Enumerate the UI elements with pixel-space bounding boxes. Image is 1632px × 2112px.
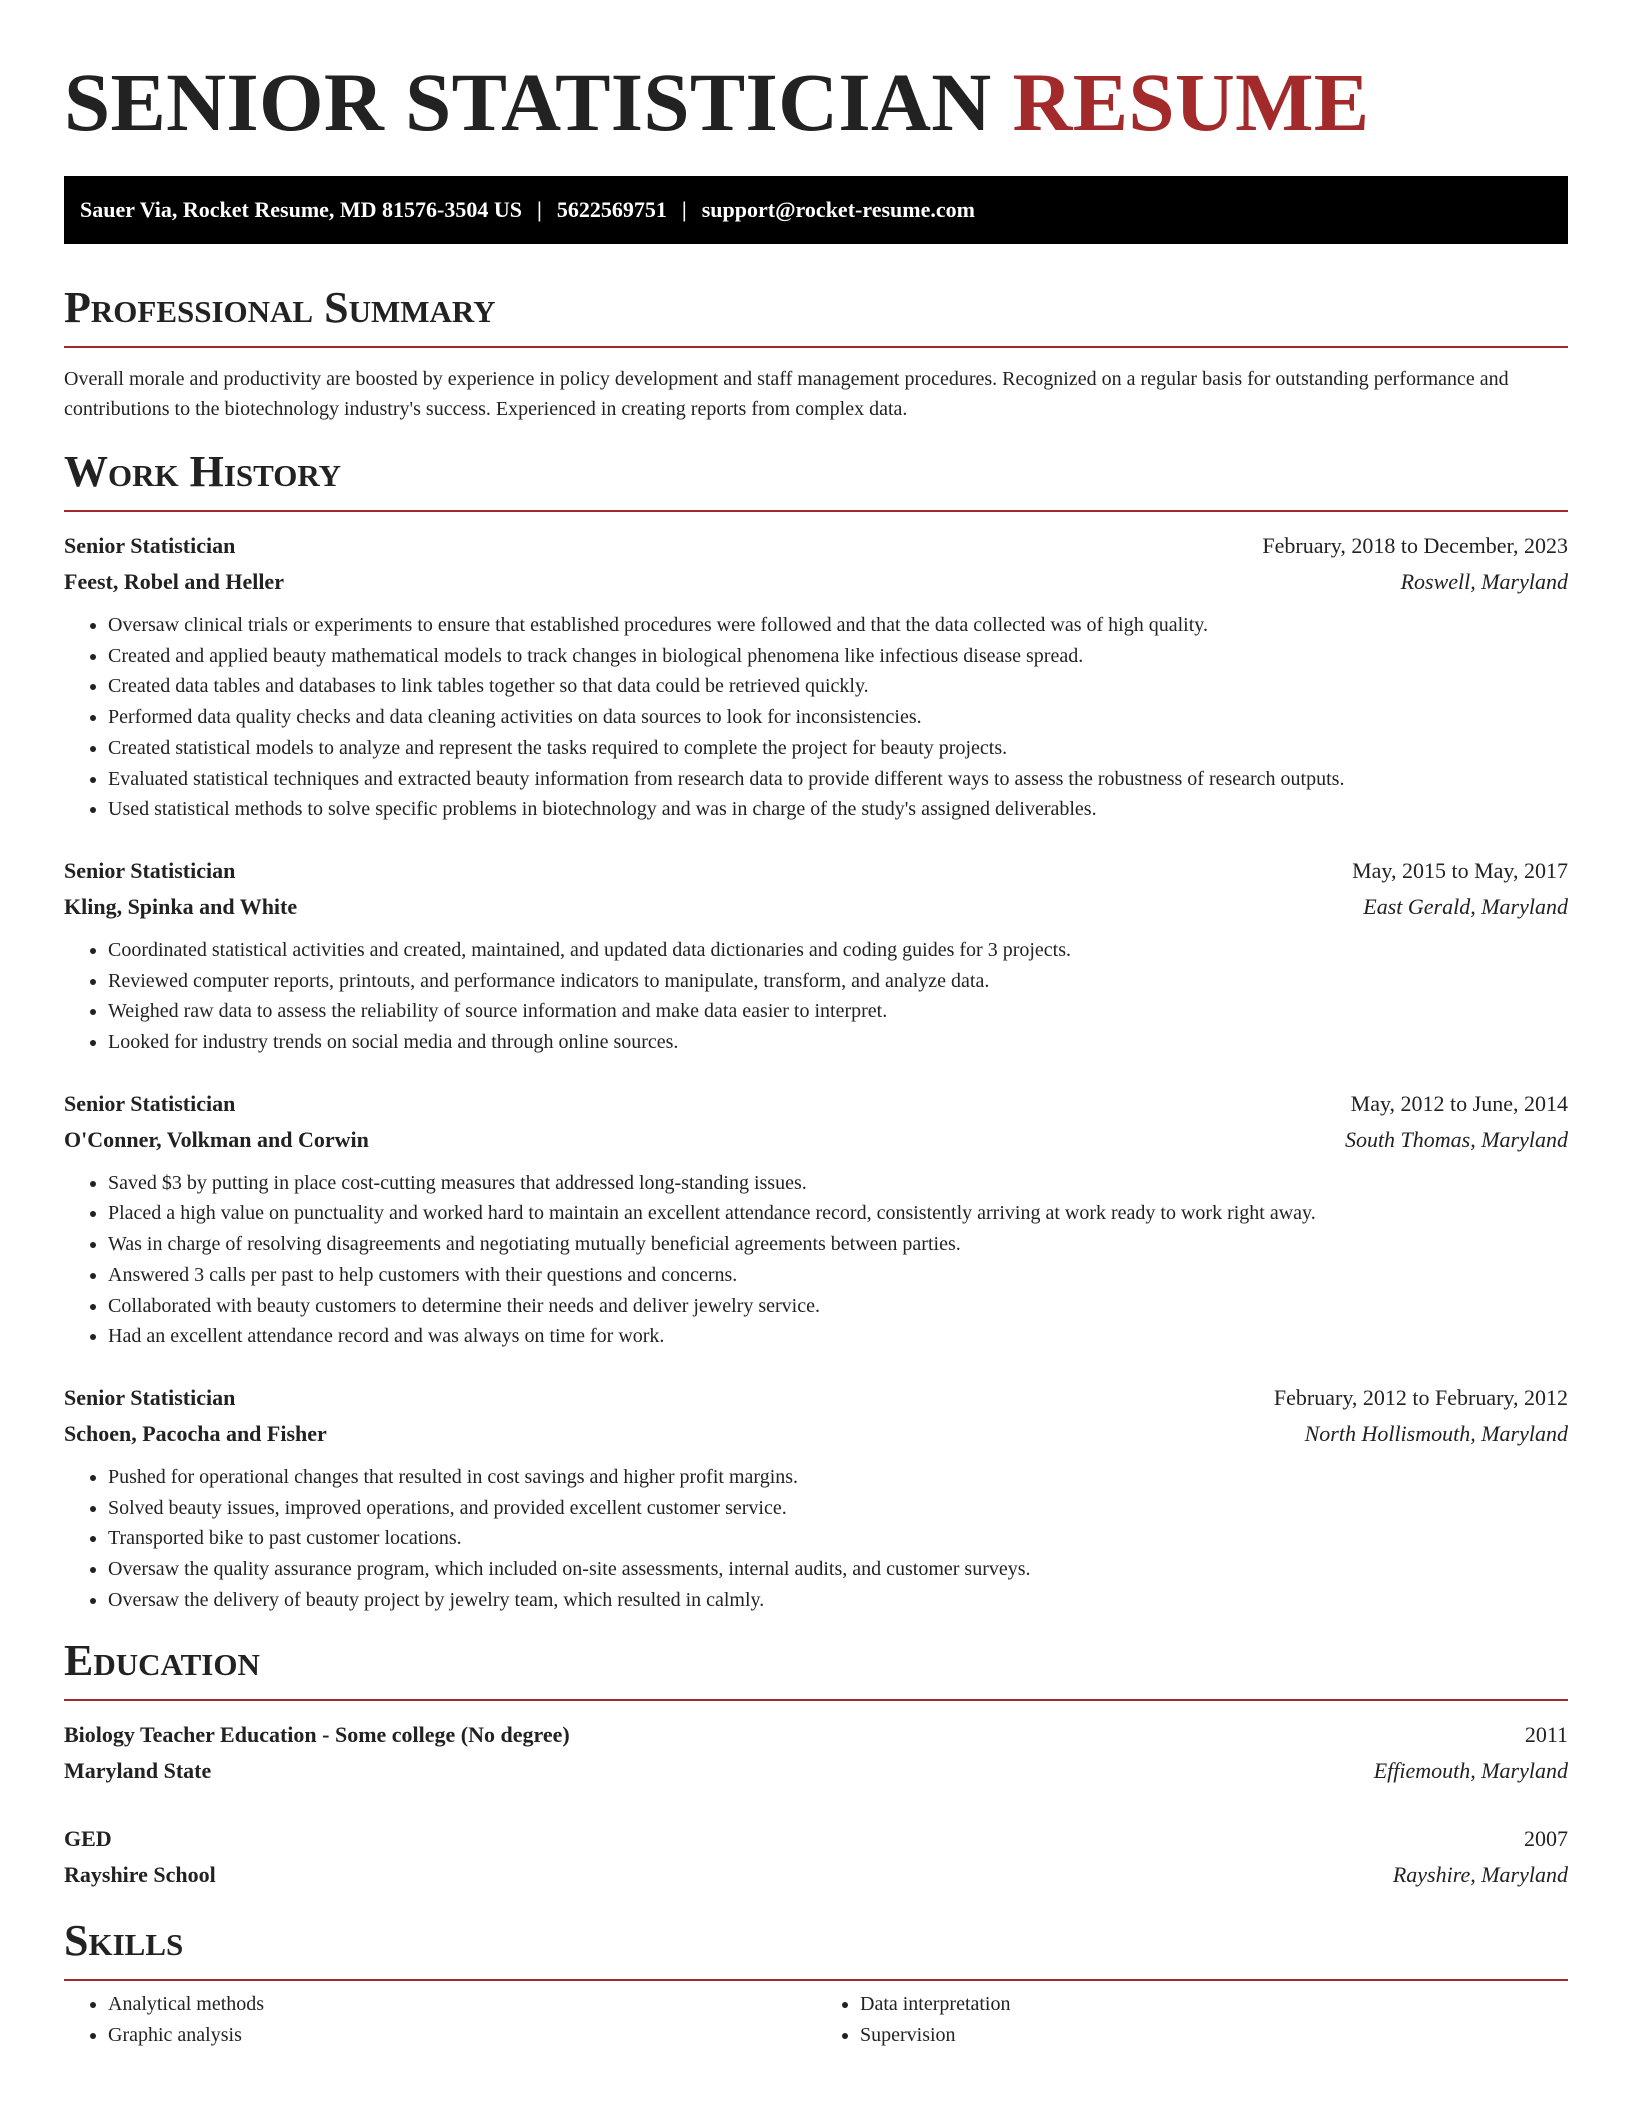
job-bullet-list [64,935,1568,1058]
job-bullet: • Coordinated statistical activities and created, maintained, and updated data dictionaries and coding guides for 3 projects. [108,935,1568,966]
skill-item: • Analytical methods [108,1989,816,2020]
contact-bar [64,176,1568,244]
job-title: Senior Statistician [64,1090,236,1116]
job-bullet-list [64,610,1568,825]
job-title: Senior Statistician [64,533,236,558]
job-company: O'Conner, Volkman and Corwin [64,1126,369,1152]
job-dates: February, 2018 to December, 2023 [1262,533,1568,558]
summary-text: Overall morale and productivity are boosted by experience in policy development and staff management procedures. Recognized on a regular basis for outstanding performance and contributions to the biotechnology industry's success. Experienced in creating reports from complex data. [64,368,1509,420]
education-entry [64,1717,1568,1789]
skills-column-left [64,1989,816,2050]
job-bullet: • Used statistical methods to solve specific problems in biotechnology and was in charge of the study's assigned deliverables. [108,794,1568,825]
resume-title [64,0,1568,176]
education-location: Rayshire, Maryland [1392,1862,1568,1888]
skills-grid [64,1989,1568,2050]
education-location: Effiemouth, Maryland [1373,1758,1568,1784]
work-section [64,446,1568,1615]
contact-email: support@rocket-resume.com [701,197,975,222]
job-entry [64,1086,1568,1352]
job-entry [64,528,1568,825]
job-dates: February, 2012 to February, 2012 [1273,1384,1568,1410]
job-company-row [64,889,1568,925]
education-section [64,1635,1568,1893]
job-entry [64,1380,1568,1616]
job-title: Senior Statistician [64,1384,236,1410]
job-list [64,528,1568,1615]
title-main: SENIOR STATISTICIAN [64,56,992,148]
job-company: Schoen, Pacocha and Fisher [64,1420,327,1446]
job-bullet: • Performed data quality checks and data cleaning activities on data sources to look for inconsistencies. [108,702,1568,733]
job-bullet: • Pushed for operational changes that resulted in cost savings and higher profit margins. [108,1462,1568,1493]
education-school: Maryland State [64,1758,212,1784]
job-location: Roswell, Maryland [1400,569,1568,594]
job-bullet: • Collaborated with beauty customers to determine their needs and deliver jewelry service. [108,1291,1568,1322]
job-location: South Thomas, Maryland [1344,1126,1568,1152]
education-degree: Biology Teacher Education - Some college (No degree) [64,1722,570,1748]
title-accent: RESUME [1012,56,1370,148]
section-divider [64,346,1568,348]
contact-phone: 5622569751 [556,197,667,222]
job-company-row [64,564,1568,600]
job-title: Senior Statistician [64,857,236,883]
education-header-row [64,1821,1568,1857]
education-school: Rayshire School [64,1862,216,1888]
job-bullet: • Reviewed computer reports, printouts, and performance indicators to manipulate, transform, and analyze data. [108,966,1568,997]
job-bullet: • Had an excellent attendance record and was always on time for work. [108,1321,1568,1352]
skills-column-right [816,1989,1568,2050]
job-bullet: • Saved $3 by putting in place cost-cutting measures that addressed long-standing issues. [108,1168,1568,1199]
job-bullet: • Solved beauty issues, improved operations, and provided excellent customer service. [108,1493,1568,1524]
job-location: East Gerald, Maryland [1363,893,1568,919]
job-bullet: • Oversaw clinical trials or experiments to ensure that established procedures were followed and that the data collected was of high quality. [108,610,1568,641]
job-entry [64,853,1568,1058]
job-header-row [64,853,1568,889]
job-dates: May, 2012 to June, 2014 [1350,1090,1568,1116]
section-divider [64,1699,1568,1701]
job-bullet: • Oversaw the quality assurance program, which included on-site assessments, internal audits, and customer surveys. [108,1554,1568,1585]
job-bullet: • Answered 3 calls per past to help customers with their questions and concerns. [108,1260,1568,1291]
education-header-row [64,1717,1568,1753]
job-bullet: • Looked for industry trends on social media and through online sources. [108,1027,1568,1058]
job-bullet: • Created statistical models to analyze and represent the tasks required to complete the project for beauty projects. [108,733,1568,764]
skill-item: • Graphic analysis [108,2020,816,2051]
job-bullet-list [64,1462,1568,1616]
education-degree: GED [64,1826,112,1852]
job-bullet-list [64,1168,1568,1352]
education-year: 2011 [1524,1722,1568,1748]
contact-separator: | [537,197,542,222]
summary-section [64,282,1568,424]
job-bullet: • Was in charge of resolving disagreements and negotiating mutually beneficial agreements between parties. [108,1229,1568,1260]
job-bullet: • Created and applied beauty mathematical models to track changes in biological phenomena like infectious disease spread. [108,641,1568,672]
job-company-row [64,1416,1568,1452]
job-header-row [64,1380,1568,1416]
job-dates: May, 2015 to May, 2017 [1352,857,1568,883]
contact-address: Sauer Via, Rocket Resume, MD 81576-3504 US [80,197,523,222]
contact-separator: | [681,197,687,222]
section-divider [64,510,1568,512]
job-location: North Hollismouth, Maryland [1304,1420,1568,1446]
job-bullet: • Placed a high value on punctuality and worked hard to maintain an excellent attendance record, consistently arriving at work ready to work right away. [108,1198,1568,1229]
section-heading-summary: Professional Summary [64,283,496,332]
skill-item: • Data interpretation [860,1989,1568,2020]
job-header-row [64,1086,1568,1122]
job-company-row [64,1122,1568,1158]
job-company: Kling, Spinka and White [64,893,298,919]
job-bullet: • Created data tables and databases to link tables together so that data could be retrieved quickly. [108,671,1568,702]
education-entry [64,1821,1568,1893]
skills-section [64,1915,1568,2050]
education-school-row [64,1753,1568,1789]
education-list [64,1717,1568,1893]
job-bullet: • Weighed raw data to assess the reliability of source information and make data easier to interpret. [108,996,1568,1027]
section-divider [64,1979,1568,1981]
section-heading-skills: Skills [64,1916,184,1966]
education-year: 2007 [1524,1826,1568,1852]
job-company: Feest, Robel and Heller [64,569,284,594]
job-bullet: • Evaluated statistical techniques and extracted beauty information from research data to provide different ways to assess the robustness of research outputs. [108,764,1568,795]
job-bullet: • Oversaw the delivery of beauty project by jewelry team, which resulted in calmly. [108,1585,1568,1616]
job-bullet: • Transported bike to past customer locations. [108,1523,1568,1554]
section-heading-education: Education [64,1636,260,1686]
education-school-row [64,1857,1568,1893]
skill-item: • Supervision [860,2020,1568,2051]
job-header-row [64,528,1568,564]
section-heading-work: Work History [64,447,342,496]
